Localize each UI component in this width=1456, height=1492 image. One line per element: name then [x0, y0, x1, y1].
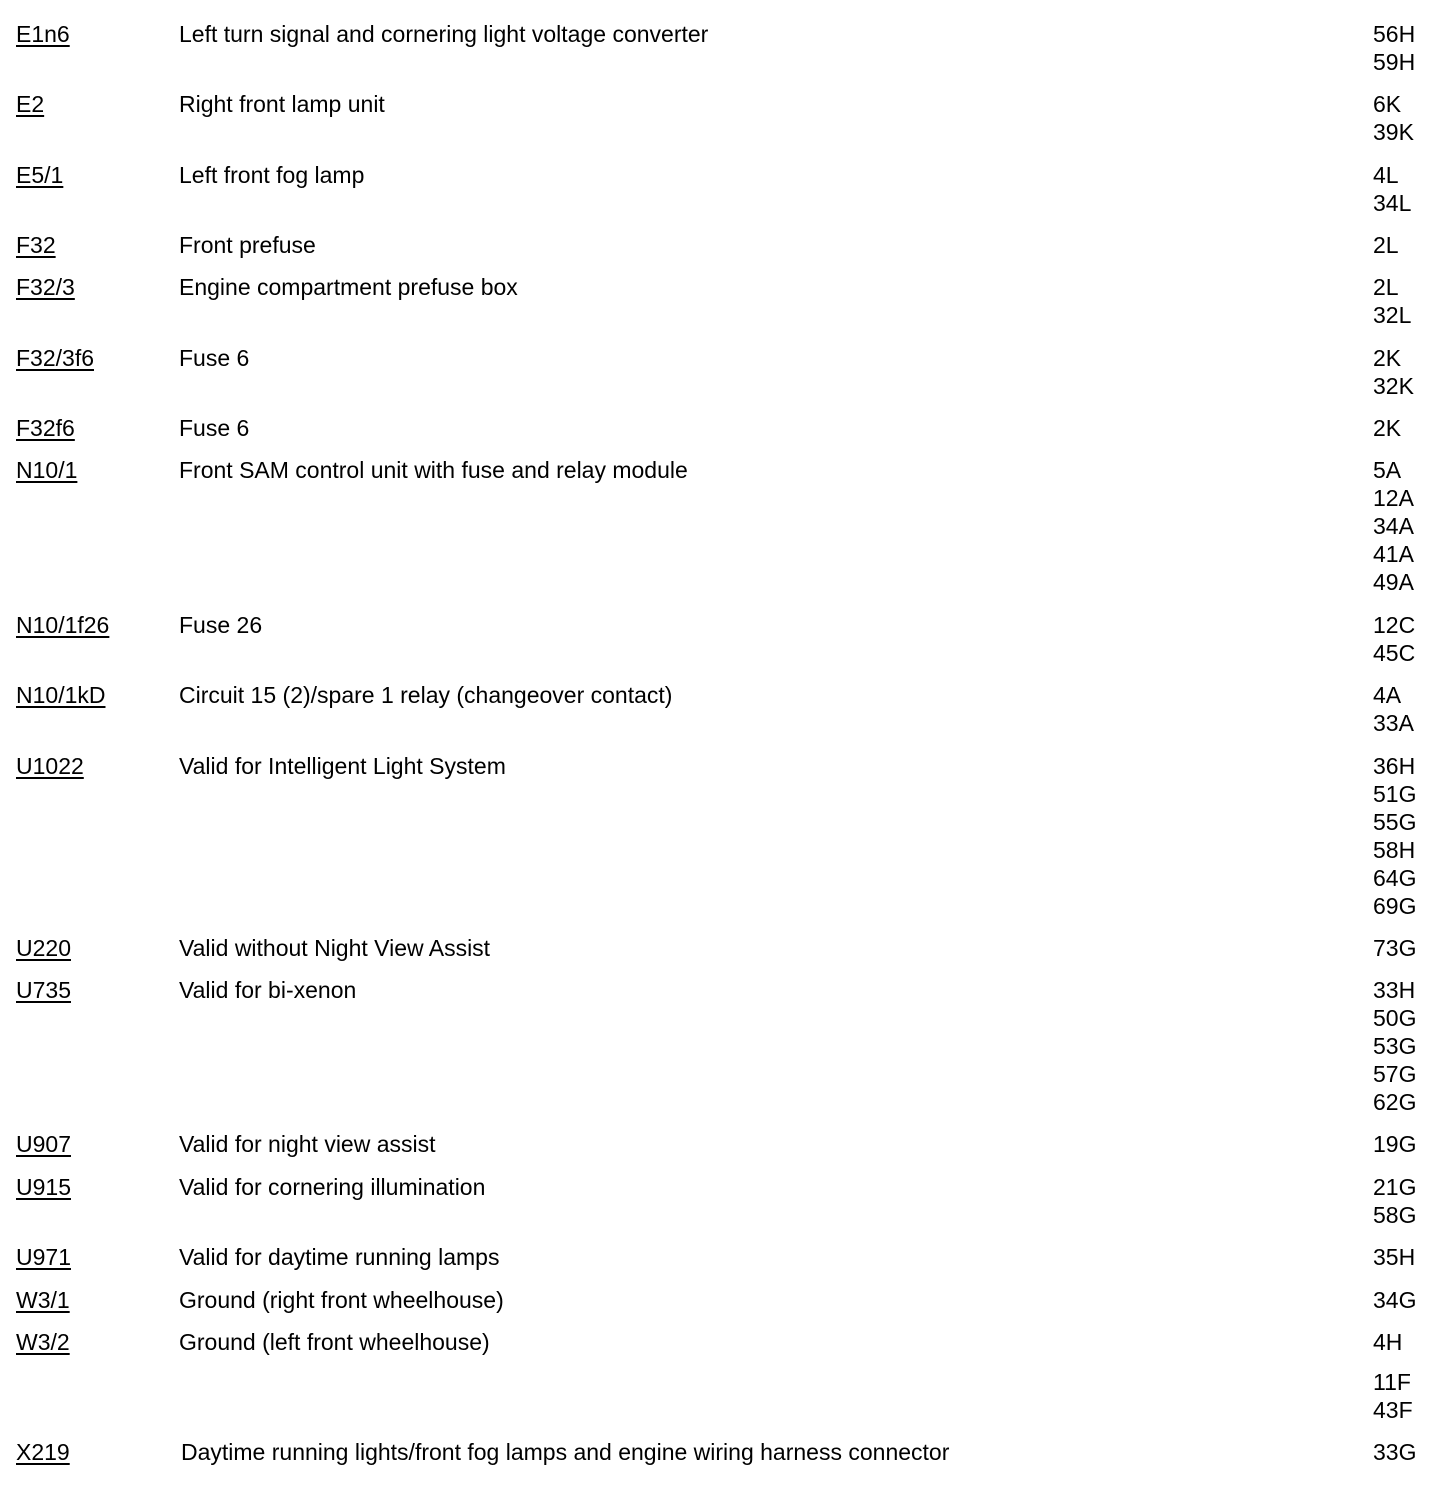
grid-reference: 2L [1373, 232, 1399, 258]
grid-reference-list [1373, 344, 1453, 400]
grid-reference: 2L [1373, 274, 1399, 300]
grid-reference: 21G [1373, 1174, 1417, 1200]
grid-reference: 53G [1373, 1033, 1417, 1059]
component-description: Left turn signal and cornering light voltage converter [179, 21, 709, 47]
component-description: Ground (right front wheelhouse) [179, 1287, 504, 1313]
grid-reference: 73G [1373, 935, 1417, 961]
grid-reference: 51G [1373, 781, 1417, 807]
component-description: Ground (left front wheelhouse) [179, 1329, 490, 1355]
grid-reference: 6K [1373, 91, 1402, 117]
grid-reference: 45C [1373, 640, 1416, 666]
grid-reference: 33A [1373, 710, 1414, 736]
grid-reference: 33H [1373, 977, 1416, 1003]
grid-reference: 32K [1373, 373, 1414, 399]
grid-reference-list [1373, 752, 1453, 920]
grid-reference-list [1373, 1438, 1453, 1466]
grid-reference-list [1373, 976, 1453, 1116]
component-code-link[interactable]: E2 [16, 91, 45, 117]
component-description: Valid for night view assist [179, 1131, 436, 1157]
grid-reference: 50G [1373, 1005, 1417, 1031]
component-code-link[interactable]: F32 [16, 232, 56, 258]
grid-reference: 55G [1373, 809, 1417, 835]
grid-reference: 49A [1373, 569, 1414, 595]
grid-reference: 4A [1373, 682, 1402, 708]
grid-reference: 57G [1373, 1061, 1417, 1087]
grid-reference: 64G [1373, 865, 1417, 891]
grid-reference: 34L [1373, 190, 1412, 216]
component-description: Valid for bi-xenon [179, 977, 357, 1003]
grid-reference-list [1373, 231, 1453, 259]
grid-reference-list [1373, 1130, 1453, 1158]
component-description: Right front lamp unit [179, 91, 385, 117]
component-code-link[interactable]: W3/1 [16, 1287, 70, 1313]
grid-reference-list [1373, 414, 1453, 442]
grid-reference-list [1373, 1328, 1453, 1424]
component-description: Valid for daytime running lamps [179, 1244, 500, 1270]
grid-reference-list [1373, 611, 1453, 667]
component-code-link[interactable]: F32/3f6 [16, 345, 94, 371]
grid-reference: 62G [1373, 1089, 1417, 1115]
grid-reference: 11F [1373, 1369, 1411, 1395]
component-description: Fuse 6 [179, 345, 250, 371]
component-code-link[interactable]: X219 [16, 1439, 70, 1465]
component-description: Front SAM control unit with fuse and relay module [179, 457, 688, 483]
grid-reference: 58G [1373, 1202, 1417, 1228]
grid-reference: 5A [1373, 457, 1402, 483]
grid-reference-list [1373, 934, 1453, 962]
grid-reference: 41A [1373, 541, 1414, 567]
grid-reference: 12C [1373, 612, 1416, 638]
component-description: Fuse 6 [179, 415, 250, 441]
grid-reference: 34G [1373, 1287, 1417, 1313]
grid-reference: 33G [1373, 1439, 1417, 1465]
grid-reference: 32L [1373, 302, 1412, 328]
grid-reference-list [1373, 1286, 1453, 1314]
grid-reference-list [1373, 681, 1453, 737]
grid-reference: 2K [1373, 345, 1402, 371]
grid-reference-list [1373, 273, 1453, 329]
component-description: Left front fog lamp [179, 162, 365, 188]
component-description: Fuse 26 [179, 612, 263, 638]
grid-reference-list [1373, 456, 1453, 596]
component-code-link[interactable]: F32/3 [16, 274, 75, 300]
grid-reference: 12A [1373, 485, 1414, 511]
component-description: Engine compartment prefuse box [179, 274, 518, 300]
grid-reference-list [1373, 90, 1453, 146]
component-code-link[interactable]: N10/1 [16, 457, 78, 483]
grid-reference: 39K [1373, 119, 1414, 145]
grid-reference: 2K [1373, 415, 1402, 441]
component-code-link[interactable]: U971 [16, 1244, 71, 1270]
grid-reference-list [1373, 1243, 1453, 1271]
component-description: Circuit 15 (2)/spare 1 relay (changeover contact) [179, 682, 673, 708]
grid-reference: 56H [1373, 21, 1416, 47]
grid-reference: 36H [1373, 753, 1416, 779]
component-code-link[interactable]: U907 [16, 1131, 71, 1157]
grid-reference: 34A [1373, 513, 1414, 539]
component-code-link[interactable]: E5/1 [16, 162, 64, 188]
grid-reference-list [1373, 161, 1453, 217]
grid-reference: 4L [1373, 162, 1399, 188]
component-code-link[interactable]: F32f6 [16, 415, 75, 441]
grid-reference: 4H [1373, 1329, 1403, 1355]
component-code-link[interactable]: U220 [16, 935, 71, 961]
component-code-link[interactable]: N10/1f26 [16, 612, 110, 638]
grid-reference: 43F [1373, 1397, 1413, 1423]
component-description: Valid for Intelligent Light System [179, 753, 506, 779]
grid-reference: 69G [1373, 893, 1417, 919]
component-code-link[interactable]: U915 [16, 1174, 71, 1200]
component-code-link[interactable]: N10/1kD [16, 682, 106, 708]
component-description: Daytime running lights/front fog lamps and engine wiring harness connector [181, 1439, 950, 1465]
grid-reference: 58H [1373, 837, 1416, 863]
component-code-link[interactable]: E1n6 [16, 21, 70, 47]
grid-reference: 35H [1373, 1244, 1416, 1270]
component-code-link[interactable]: W3/2 [16, 1329, 70, 1355]
grid-reference: 59H [1373, 49, 1416, 75]
component-code-link[interactable]: U735 [16, 977, 71, 1003]
grid-reference-list [1373, 20, 1453, 76]
grid-reference-list [1373, 1173, 1453, 1229]
component-code-link[interactable]: U1022 [16, 753, 84, 779]
grid-reference: 19G [1373, 1131, 1417, 1157]
component-description: Valid for cornering illumination [179, 1174, 486, 1200]
component-description: Valid without Night View Assist [179, 935, 491, 961]
component-description: Front prefuse [179, 232, 316, 258]
